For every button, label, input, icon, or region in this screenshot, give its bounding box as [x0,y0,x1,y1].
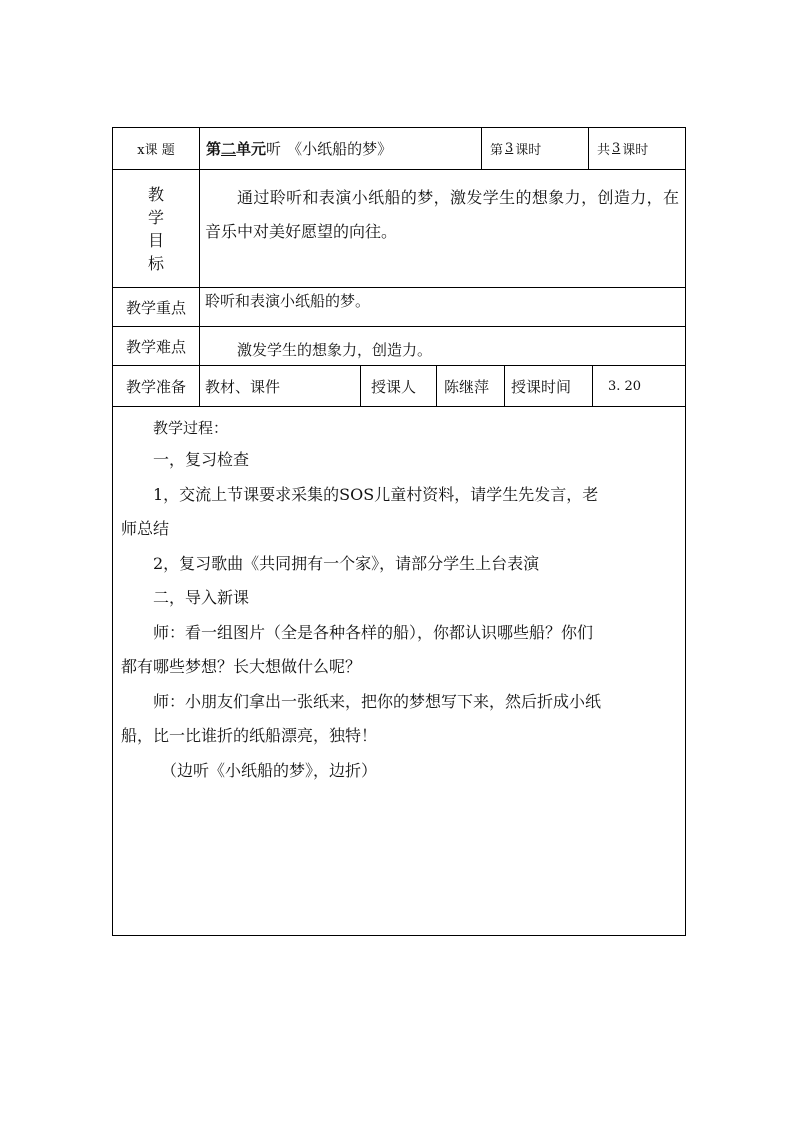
objectives-content [200,170,685,287]
process-line: （边听《小纸船的梦》，边折） [161,760,378,780]
total-cell [589,128,685,169]
difficulties-row [113,327,685,366]
time-label-text: 授课时间 [511,377,572,396]
key-points-text: 聆听和表演小纸船的梦。 [205,292,371,310]
process-line: 都有哪些梦想？长大想做什么呢？ [121,657,362,676]
process-line: 教学过程： [153,419,229,437]
objectives-label [113,170,200,287]
teacher-name [437,366,505,406]
key-points-content [200,288,685,326]
process-line: 师总结 [121,519,170,538]
objectives-label-char: 学 [147,207,164,227]
period-prefix: 第 [490,143,504,158]
preparation-label [113,366,200,406]
topic-label [113,128,200,169]
difficulties-content [200,327,685,365]
header-row [113,128,685,170]
process-line: 2，复习歌曲《共同拥有一个家》，请部分学生上台表演 [153,553,540,573]
total-prefix: 共 [597,143,611,158]
process-line: 师：小朋友们拿出一张纸来，把你的梦想写下来，然后折成小纸 [153,691,602,711]
process-line: 1，交流上节课要求采集的SOS儿童村资料，请学生先发言，老 [153,484,599,504]
lesson-title: 《小纸船的梦》 [287,140,393,158]
key-points-label [113,288,200,326]
objectives-row [113,170,685,288]
process-section [113,407,685,935]
unit-number: 二 [221,140,237,158]
time-value [593,366,685,406]
total-number: 3 [612,141,621,156]
process-line: 师：看一组图片（全是各种各样的船），你都认识哪些船？你们 [153,622,594,642]
objectives-text: 通过聆听和表演小纸船的梦，激发学生的想象力，创造力，在音乐中对美好愿望的向往。 [205,188,679,241]
objectives-label-char: 教 [147,184,164,204]
objectives-label-char: 目 [147,230,164,250]
teacher-label-text: 授课人 [371,377,417,396]
preparation-value [200,366,361,406]
lesson-title-cell [200,128,482,169]
difficulties-label [113,327,200,365]
period-suffix: 课时 [515,143,542,158]
total-suffix: 课时 [622,143,649,158]
process-line: 二，导入新课 [153,588,250,607]
key-points-row [113,288,685,327]
unit-suffix: 单元 [236,140,267,158]
difficulties-text: 激发学生的想象力，创造力。 [237,340,433,359]
time-value-text: 3. 20 [608,378,642,394]
teacher-name-text: 陈继萍 [444,377,490,396]
time-label [505,366,593,406]
process-content [121,413,679,788]
preparation-label-text: 教学准备 [125,377,186,396]
process-line: 一，复习检查 [153,450,250,469]
teacher-label [361,366,437,406]
topic-label-text: x课 题 [137,143,175,158]
period-cell [482,128,589,169]
preparation-value-text: 教材、课件 [205,377,281,396]
lesson-plan-table [112,127,686,936]
key-points-label-text: 教学重点 [125,298,186,317]
listen-label: 听 [266,140,282,158]
preparation-row [113,366,685,407]
process-line: 船，比一比谁折的纸船漂亮，独特！ [121,726,378,745]
unit-prefix: 第 [206,140,222,158]
objectives-label-char: 标 [147,253,164,273]
period-number: 3 [505,141,514,156]
difficulties-label-text: 教学难点 [125,337,186,356]
